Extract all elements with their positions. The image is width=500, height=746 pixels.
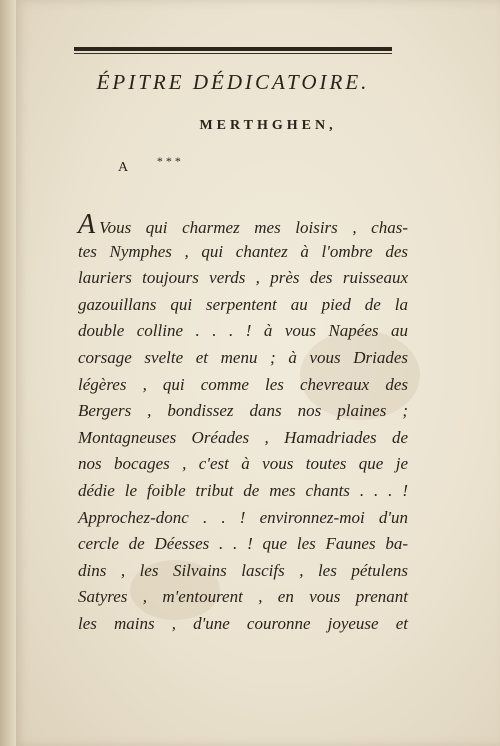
page-title: ÉPITRE DÉDICATOIRE.: [96, 70, 370, 94]
text-line: dédie le foible tribut de mes chants . . . !: [78, 480, 408, 500]
author-name: MERTHGHEN,: [199, 118, 337, 133]
header-rule-thin: [74, 53, 392, 54]
text-line: les mains , d'une couronne joyeuse et: [78, 613, 408, 633]
text-line: corsage svelte et menu ; à vous Driades: [78, 347, 408, 367]
header-rule-thick: [74, 47, 392, 51]
text-line: Approchez-donc . . ! environnez-moi d'un: [78, 507, 408, 527]
page-gutter-edge: [0, 0, 16, 746]
text-line: Bergers , bondissez dans nos plaines ;: [78, 401, 408, 421]
dedicatee-prefix: A: [118, 160, 131, 175]
text-line-content: Vous qui charmez mes loisirs , chas-: [99, 218, 408, 237]
text-line: double colline . . . ! à vous Napées au: [78, 321, 408, 341]
text-line: gazouillans qui serpentent au pied de la: [78, 294, 408, 314]
text-line: tes Nymphes , qui chantez à l'ombre des: [78, 241, 408, 261]
dedicatee-name: ***: [156, 154, 184, 168]
text-line: [78, 209, 408, 240]
text-line: lauriers toujours verds , près des ruisseaux: [78, 268, 408, 288]
text-line: nos bocages , c'est à vous toutes que je: [78, 454, 408, 474]
text-line: Satyres , m'entourent , en vous prenant: [78, 587, 408, 607]
text-line: Montagneuses Oréades , Hamadriades de: [78, 427, 408, 447]
text-line: dins , les Silvains lascifs , les pétulens: [78, 560, 408, 580]
text-line: cercle de Déesses . . ! que les Faunes ba-: [78, 534, 408, 554]
drop-cap: A: [78, 209, 96, 240]
text-line: légères , qui comme les chevreaux des: [78, 374, 408, 394]
dedicatee-line: [118, 154, 184, 176]
dedication-text: [78, 209, 408, 638]
